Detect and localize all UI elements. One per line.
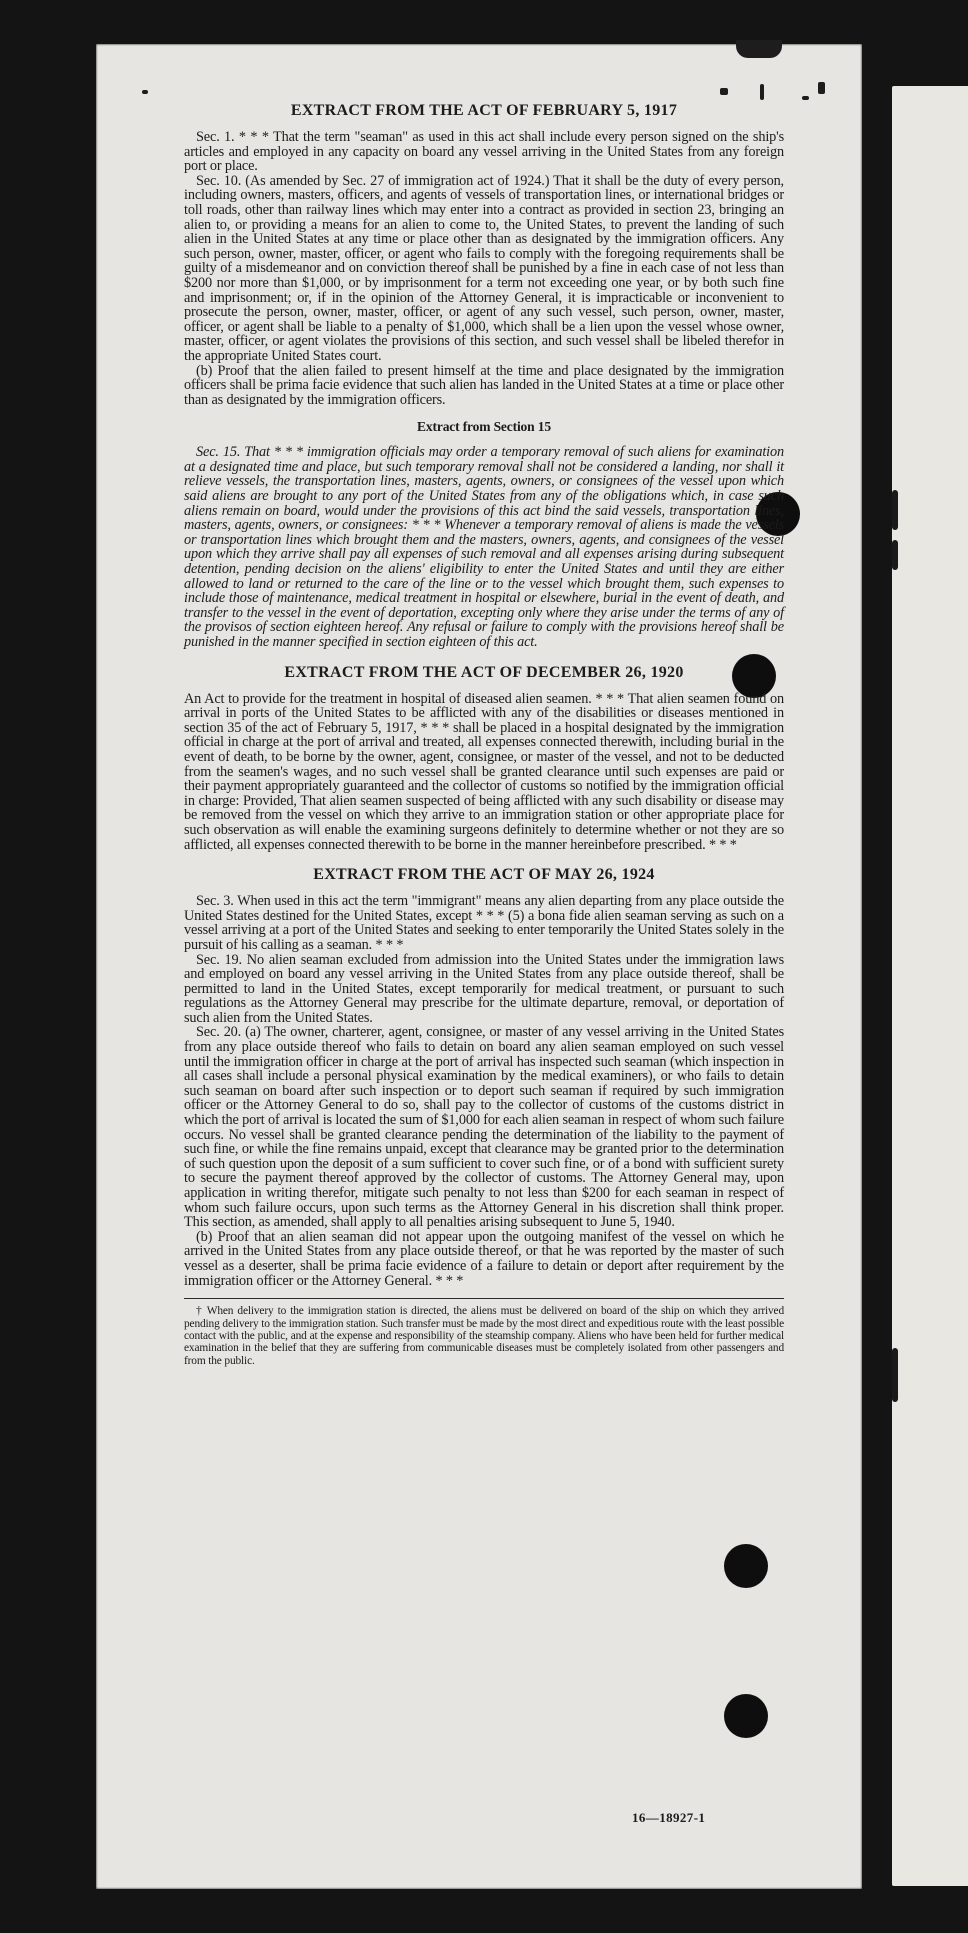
paragraph: Sec. 10. (As amended by Sec. 27 of immigration act of 1924.) That it shall be the duty of every person, including owners, masters, officers, and agents of vessels of transportation lines, or international bridges or toll roads, other than railway lines which may enter into a contract as provided in section 23, bringing an alien to, or providing a means for an alien to come to, the United States, to prevent the landing of such alien in the United States at any time or place other than as designated by the immigration officers. Any such person, owner, master, officer, or agent who fails to comply with the foregoing requirements shall be guilty of a misdemeanor and on conviction thereof shall be punished by a fine in each case of not less than $200 nor more than $1,000, or by imprisonment for a term not exceeding one year, or by both such fine and imprisonment; or, if in the opinion of the Attorney General, it is impracticable or inconvenient to prosecute the person, owner, master, officer, or agent of any such vessel, such person, owner, master, officer, or agent shall be liable to a penalty of $1,000, which shall be a lien upon the vessel whose owner, master, officer, or agent violates the provisions of this section, and such vessel shall be libeled therefor in the appropriate United States court. bbox=[184, 172, 784, 364]
speck bbox=[720, 88, 728, 95]
speck bbox=[818, 82, 825, 94]
form-number: 16—18927-1 bbox=[632, 1810, 706, 1825]
adjacent-page-edge bbox=[892, 86, 968, 1886]
page-edge-mark bbox=[892, 540, 898, 570]
section-heading: EXTRACT FROM THE ACT OF FEBRUARY 5, 1917 bbox=[290, 102, 678, 119]
section-heading: EXTRACT FROM THE ACT OF DECEMBER 26, 1920 bbox=[284, 663, 684, 681]
paragraph: Sec. 20. (a) The owner, charterer, agent, consignee, or master of any vessel arriving in the United States from any place outside thereof who fails to detain on board any alien seaman employed on such vessel until the immigration officer in charge at the port of arrival has inspected such seaman (which inspection in all cases shall include a personal physical examination by the medical examiners), or who fails to detain such seaman on board after such inspection or to deport such seaman if required by such immigration officer or the Attorney General to do so, shall pay to the collector of customs of the customs district in which the port of arrival is located the sum of $1,000 for each alien seaman in respect of whom such failure occurs. No vessel shall be granted clearance pending the determination of the liability to the payment of such fine, or while the fine remains unpaid, except that clearance may be granted prior to the determination of such question upon the deposit of a sum sufficient to cover such fine, or of a bond with sufficient surety to secure the payment thereof approved by the collector of customs. The Attorney General may, upon application in writing therefor, mitigate such penalty to not less than $200 for each seaman in respect of whom such failure occurs, upon such terms as the Attorney General in his discretion shall think proper. This section, as amended, shall apply to all penalties arising subsequent to June 5, 1940. bbox=[184, 1024, 784, 1231]
footnote-text: † When delivery to the immigration station is directed, the aliens must be delivered on board of the ship on which they arrived pending delivery to the immigration station. Such transfer must be made by the most direct and expeditious route with the least possible contact with the public, and at the expense and responsibility of the steamship company. Aliens who have been held for further medical examination in the belief that they are suffering from communicable diseases must be completely isolated from other passengers and from the public. bbox=[184, 1305, 784, 1367]
document-page bbox=[96, 44, 862, 1889]
section-heading: EXTRACT FROM THE ACT OF MAY 26, 1924 bbox=[313, 866, 655, 884]
paragraph: An Act to provide for the treatment in hospital of diseased alien seamen. * * * That alien seamen found on arrival in ports of the United States to be afflicted with any of the disabilities or diseases mentioned in section 35 of the act of February 5, 1917, * * * shall be placed in a hospital designated by the immigration official in charge at the port of arrival and treated, all expenses connected therewith, including burial in the event of death, to be borne by the owner, agent, consignee, or master of the vessel, and not to be deducted from the seamen's wages, and no such vessel shall be granted clearance until such expenses are paid or their payment appropriately guaranteed and the collector of customs so notified by the immigration official in charge: Provided, That alien seamen suspected of being afflicted with any such disability or disease may be removed from the vessel on which they arrive to an immigration station or other appropriate place for such observation as will enable the examining surgeons definitely to determine whether or not they are so afflicted, all expenses connected therewith to be borne in the manner hereinbefore prescribed. * * * bbox=[184, 690, 784, 853]
torn-corner bbox=[736, 40, 782, 58]
page-edge-mark bbox=[892, 490, 898, 530]
speck bbox=[760, 84, 764, 100]
section-subheading: Extract from Section 15 bbox=[417, 419, 551, 435]
paragraph: Sec. 1. * * * That the term "seaman" as used in this act shall include every person signed on the ship's articles and employed in any capacity on board any vessel arriving in the United States from any foreign port or place. bbox=[184, 129, 784, 175]
paragraph: Sec. 19. No alien seaman excluded from admission into the United States under the immigration laws and employed on board any vessel arriving in the United States from any place outside thereof, shall be permitted to land in the United States, except temporarily for medical treatment, or pursuant to such regulations as the Attorney General may prescribe for the ultimate departure, removal, or deportation of such alien from the United States. bbox=[184, 951, 784, 1026]
paragraph: Sec. 3. When used in this act the term "immigrant" means any alien departing from any place outside the United States destined for the United States, except * * * (5) a bona fide alien seaman serving as such on a vessel arriving at a port of the United States and seeking to enter temporarily the United States solely in the pursuit of his calling as a seaman. * * * bbox=[184, 893, 784, 953]
speck bbox=[802, 96, 809, 100]
paragraph: (b) Proof that an alien seaman did not appear upon the outgoing manifest of the vessel on which he arrived in the United States from any place outside thereof, or that he was reported by the master of such vessel as a deserter, shall be prima facie evidence of a failure to detain or deport after requirement by the immigration officer or the Attorney General. * * * bbox=[184, 1228, 784, 1289]
document-body bbox=[184, 102, 784, 1367]
paragraph: (b) Proof that the alien failed to present himself at the time and place designated by the immigration officers shall be prima facie evidence that such alien has landed in the United States at a time or place other than as designated by the immigration officers. bbox=[184, 362, 784, 408]
paragraph: Sec. 15. That * * * immigration officials may order a temporary removal of such aliens for examination at a designated time and place, but such temporary removal shall not be considered a landing, nor shall it relieve vessels, the transportation lines, masters, agents, owners, or consignees of the vessel upon which said aliens are brought to any port of the United States from any of the obligations which, in case such aliens remain on board, would under the provisions of this act bind the said vessels, transportation lines, masters, agents, owners, or consignees: * * * Whenever a temporary removal of aliens is made the vessels or transportation lines which brought them and the masters, owners, agents, and consignees of the vessel upon which they arrive shall pay all expenses of such removal and all expenses arising during subsequent detention, pending decision on the aliens' eligibility to enter the United States and until they are either allowed to land or returned to the care of the line or to the vessel which brought them, such expenses to include those of maintenance, medical treatment in hospital or elsewhere, burial in the event of death, and transfer to the vessel in the event of deportation, excepting only where they arise under the terms of any of the provisos of section eighteen hereof. Any refusal or failure to comply with the provisions hereof shall be punished in the manner specified in section eighteen of this act. bbox=[184, 444, 784, 650]
punch-hole bbox=[724, 1694, 768, 1738]
footnote bbox=[184, 1298, 784, 1367]
page-edge-mark bbox=[892, 1348, 898, 1402]
punch-hole bbox=[724, 1544, 768, 1588]
speck bbox=[142, 90, 148, 94]
